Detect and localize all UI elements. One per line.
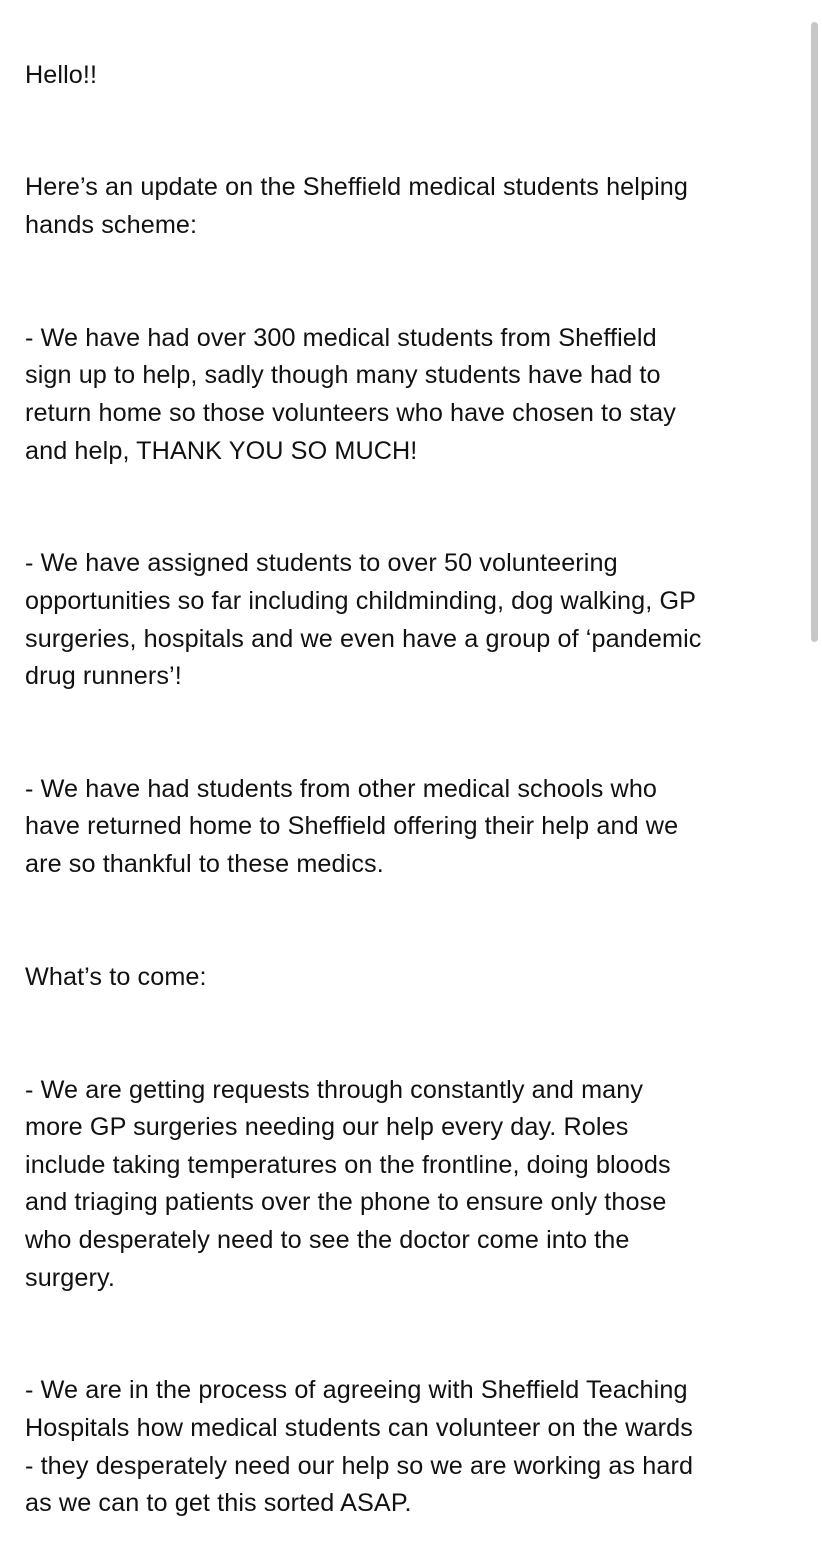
volunteers-paragraph: - We have had over 300 medical students from Sheffield sign up to help, sadly though many students have had to return home so those volunteers who have chosen to stay and help, THANK YOU SO MUCH! [25, 323, 676, 465]
whats-to-come-heading: What’s to come: [25, 962, 207, 991]
intro-paragraph: Here’s an update on the Sheffield medical students helping hands scheme: [25, 173, 688, 239]
vertical-scrollbar[interactable] [808, 0, 822, 1200]
scrollbar-thumb[interactable] [811, 22, 818, 642]
opportunities-paragraph: - We have assigned students to over 50 volunteering opportunities so far including childminding, dog walking, GP surgeries, hospitals and we even have a group of ‘pandemic drug runners’! [25, 549, 702, 691]
greeting-paragraph: Hello!! [25, 60, 98, 89]
gp-requests-paragraph: - We are getting requests through constantly and many more GP surgeries needing our help every day. Roles include taking temperatures on the frontline, doing bloods and triaging patients over the phone to ensure only those who desperately need to see the doctor come into the surgery. [25, 1075, 671, 1292]
note-body[interactable] [25, 19, 795, 1560]
teaching-hospitals-paragraph: - We are in the process of agreeing with Sheffield Teaching Hospitals how medical students can volunteer on the wards - they desperately need our help so we are working as hard as we can to get this sorted ASAP. [25, 1376, 694, 1518]
other-schools-paragraph: - We have had students from other medical schools who have returned home to Sheffield offering their help and we are so thankful to these medics. [25, 774, 679, 879]
